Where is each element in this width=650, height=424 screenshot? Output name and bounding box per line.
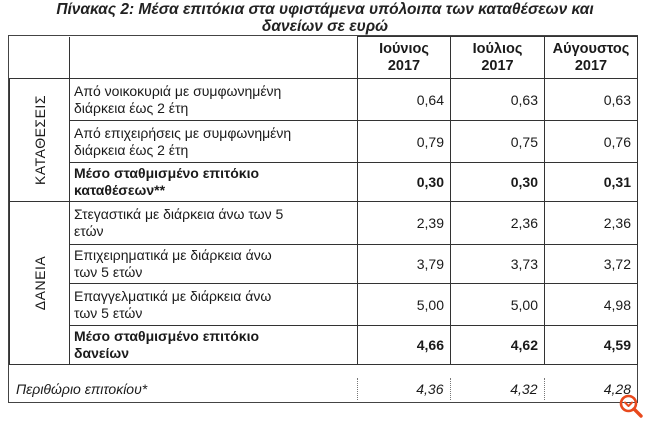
value-cell: 4,98 (545, 284, 638, 326)
row-label: Από επιχειρήσεις με συμφωνημένη διάρκεια έως 2 έτη (70, 121, 358, 163)
row-label: Επιχειρηματικά με διάρκεια άνω των 5 ετών (70, 245, 358, 284)
table-row (10, 245, 638, 284)
column-header-august: Αύγουστος 2017 (545, 37, 638, 79)
row-label: Επαγγελματικά με διάρκεια άνω των 5 ετών (70, 284, 358, 326)
value-cell: 2,36 (545, 202, 638, 245)
value-cell: 0,31 (545, 163, 638, 202)
value-cell: 5,00 (358, 284, 451, 326)
rates-table (9, 36, 638, 365)
margin-row (9, 378, 637, 400)
value-cell: 0,30 (358, 163, 451, 202)
magnifier-icon (618, 393, 644, 419)
margin-value: 4,36 (357, 378, 450, 400)
value-cell: 0,79 (358, 121, 451, 163)
value-cell: 0,64 (358, 79, 451, 121)
loans-group-label: ΔΑΝΕΙΑ (10, 202, 70, 365)
table-row (10, 202, 638, 245)
value-cell: 4,59 (545, 326, 638, 365)
loans-average-row (10, 326, 638, 365)
value-cell: 0,63 (545, 79, 638, 121)
title-line-1: Πίνακας 2: Μέσα επιτόκια στα υφιστάμενα υπόλοιπα των καταθέσεων και (56, 1, 594, 18)
row-label: Μέσο σταθμισμένο επιτόκιο καταθέσεων** (70, 163, 358, 202)
row-label: Μέσο σταθμισμένο επιτόκιο δανείων (70, 326, 358, 365)
header-label-cell (70, 37, 358, 79)
row-label: Από νοικοκυριά με συμφωνημένη διάρκεια έως 2 έτη (70, 79, 358, 121)
value-cell: 0,63 (451, 79, 545, 121)
value-cell: 3,79 (358, 245, 451, 284)
rates-table-frame (8, 35, 638, 403)
table-row (10, 121, 638, 163)
deposits-group-label: ΚΑΤΑΘΕΣΕΙΣ (10, 79, 70, 202)
table-row (10, 284, 638, 326)
margin-label: Περιθώριο επιτοκίου* (16, 381, 148, 397)
value-cell: 4,66 (358, 326, 451, 365)
value-cell: 0,30 (451, 163, 545, 202)
value-cell: 2,39 (358, 202, 451, 245)
column-header-june: Ιούνιος 2017 (358, 37, 451, 79)
value-cell: 3,72 (545, 245, 638, 284)
margin-value: 4,32 (450, 378, 544, 400)
header-blank-cell (10, 37, 70, 79)
value-cell: 2,36 (451, 202, 545, 245)
title-line-2: δανείων σε ευρώ (261, 18, 389, 35)
deposits-average-row (10, 163, 638, 202)
value-cell: 5,00 (451, 284, 545, 326)
value-cell: 3,73 (451, 245, 545, 284)
table-row (10, 79, 638, 121)
row-label: Στεγαστικά με διάρκεια άνω των 5 ετών (70, 202, 358, 245)
header-row (10, 37, 638, 79)
table-title (0, 1, 650, 35)
margin-value: 4,28 (544, 378, 637, 400)
value-cell: 4,62 (451, 326, 545, 365)
value-cell: 0,75 (451, 121, 545, 163)
value-cell: 0,76 (545, 121, 638, 163)
column-header-july: Ιούλιος 2017 (451, 37, 545, 79)
